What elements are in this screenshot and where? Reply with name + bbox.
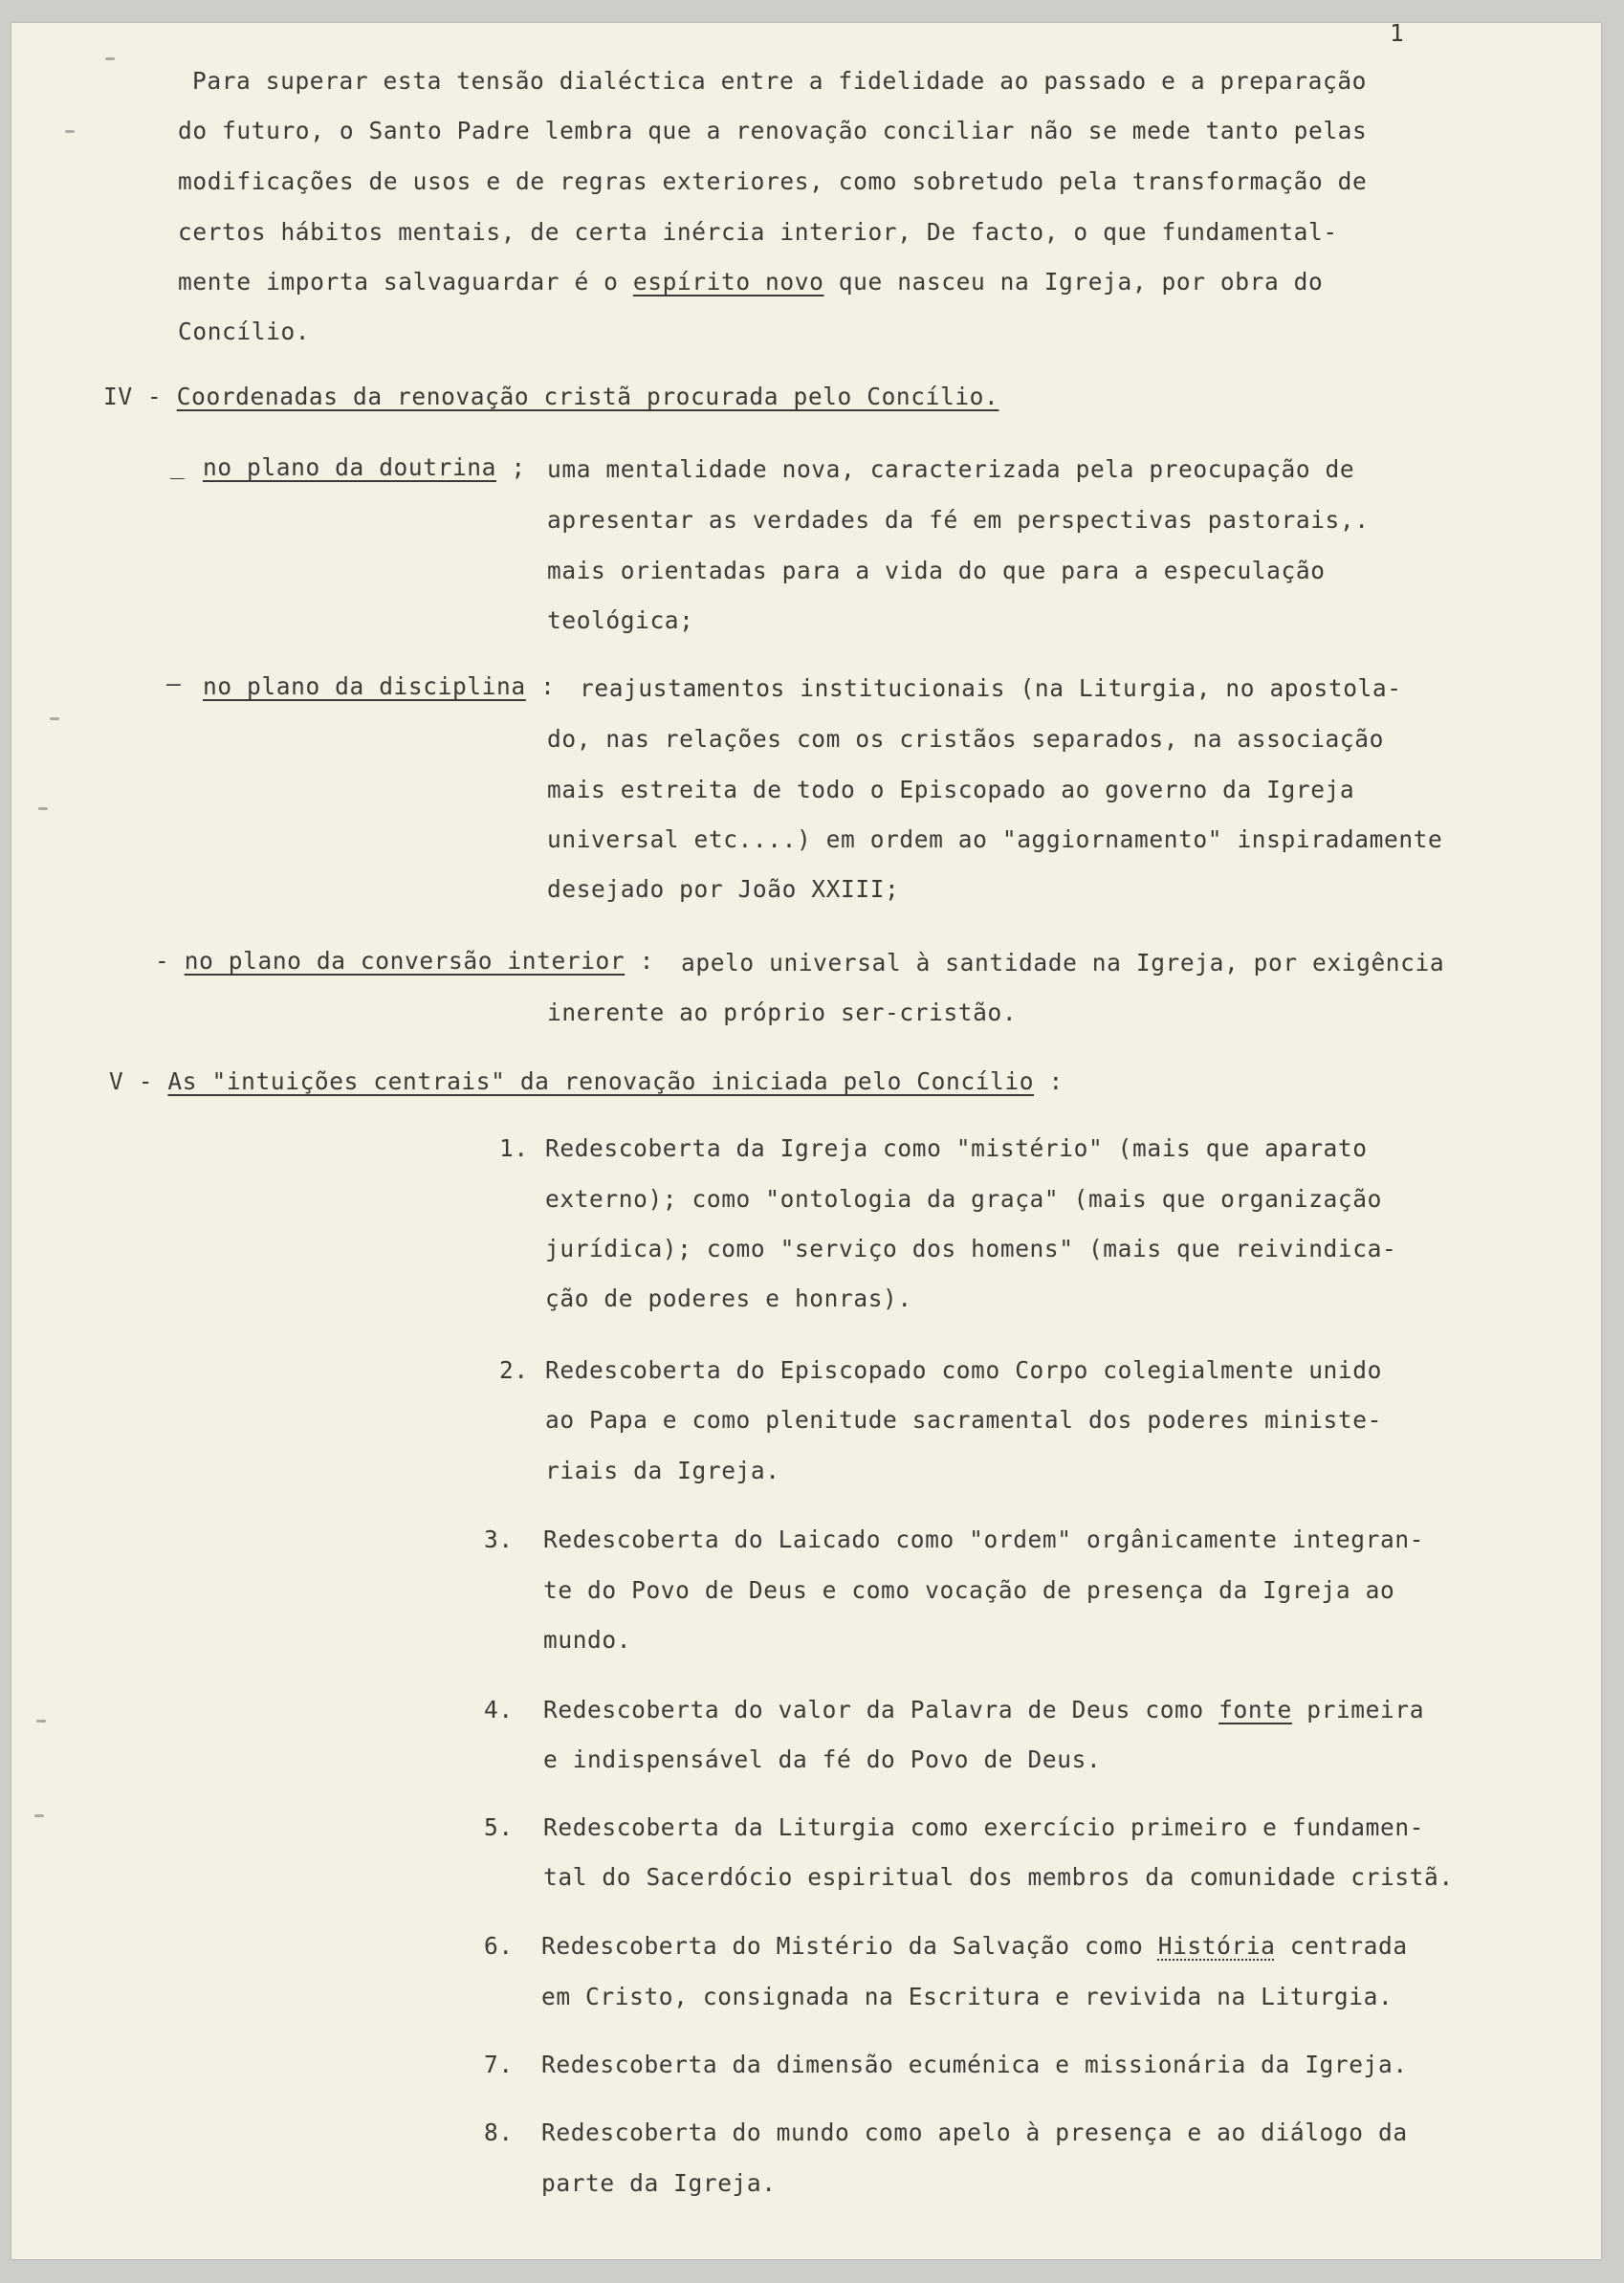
list-dash: — xyxy=(166,670,181,697)
item-separator: : xyxy=(639,947,654,975)
intro-line: do futuro, o Santo Padre lembra que a renovação conciliar não se mede tanto pelas xyxy=(178,117,1368,144)
paper-speck xyxy=(34,1814,44,1817)
list-dash: _ xyxy=(170,451,185,479)
doctrine-label xyxy=(203,453,526,481)
section-colon: : xyxy=(1048,1067,1064,1095)
doctrine-line: uma mentalidade nova, caracterizada pela preocupação de xyxy=(547,455,1355,483)
emphasis-espirito-novo: espírito novo xyxy=(632,268,824,296)
rediscovery-line: mundo. xyxy=(543,1626,632,1654)
rediscovery-line: Redescoberta do Laicado como "ordem" orgânicamente integran- xyxy=(543,1526,1425,1553)
item-number: 3. xyxy=(484,1526,514,1553)
item-number: 8. xyxy=(484,2118,514,2146)
rediscovery-line xyxy=(543,1696,1424,1723)
rediscovery-line: ção de poderes e honras). xyxy=(545,1284,912,1312)
section-v-heading xyxy=(109,1067,1064,1095)
intro-text: mente importa salvaguardar é o xyxy=(178,268,619,296)
rediscovery-line: parte da Igreja. xyxy=(541,2169,777,2197)
rediscovery-line: jurídica); como "serviço dos homens" (mais que reivindica- xyxy=(545,1235,1397,1262)
discipline-line: universal etc....) em ordem ao "aggiornamento" inspiradamente xyxy=(547,825,1443,853)
item-separator: : xyxy=(540,672,556,700)
rediscovery-line: ao Papa e como plenitude sacramental dos poderes ministe- xyxy=(545,1406,1382,1434)
rediscovery-line: riais da Igreja. xyxy=(545,1457,780,1484)
emphasis-fonte: fonte xyxy=(1218,1696,1292,1723)
item-number: 6. xyxy=(484,1932,514,1960)
rediscovery-line xyxy=(541,1932,1408,1960)
conversion-line: inerente ao próprio ser-cristão. xyxy=(547,999,1018,1026)
rediscovery-line: te do Povo de Deus e como vocação de presença da Igreja ao xyxy=(543,1576,1395,1604)
item-text: primeira xyxy=(1306,1696,1425,1723)
paper-speck xyxy=(38,807,48,810)
emphasis-historia: História xyxy=(1157,1932,1276,1960)
rediscovery-line: externo); como "ontologia da graça" (mais que organização xyxy=(545,1185,1382,1213)
item-separator: ; xyxy=(511,453,526,481)
item-number: 2. xyxy=(499,1356,529,1384)
item-text: Redescoberta do Mistério da Salvação como xyxy=(541,1932,1144,1960)
rediscovery-line: e indispensável da fé do Povo de Deus. xyxy=(543,1745,1102,1773)
item-text: centrada xyxy=(1289,1932,1408,1960)
item-number: 4. xyxy=(484,1696,514,1723)
item-number: 1. xyxy=(499,1134,529,1162)
document-page xyxy=(11,19,1601,2259)
intro-line: Para superar esta tensão dialéctica entre a fidelidade ao passado e a preparação xyxy=(192,67,1368,95)
item-label: no plano da doutrina xyxy=(203,453,497,481)
section-title: Coordenadas da renovação cristã procurada pelo Concílio. xyxy=(176,383,999,410)
section-iv-heading xyxy=(103,383,999,410)
rediscovery-line: Redescoberta da Igreja como "mistério" (mais que aparato xyxy=(545,1134,1368,1162)
paper-speck xyxy=(65,130,75,133)
item-number: 7. xyxy=(484,2051,514,2078)
page-number: 1 xyxy=(1390,19,1405,47)
section-numeral: V - xyxy=(109,1067,154,1095)
rediscovery-line: Redescoberta do mundo como apelo à presença e ao diálogo da xyxy=(541,2118,1408,2146)
list-dash: - xyxy=(155,947,170,975)
section-title: As "intuições centrais" da renovação iniciada pelo Concílio xyxy=(167,1067,1035,1095)
conversion-label xyxy=(155,947,654,975)
rediscovery-line: Redescoberta da dimensão ecuménica e missionária da Igreja. xyxy=(541,2051,1408,2078)
intro-text: que nasceu na Igreja, por obra do xyxy=(838,268,1324,296)
rediscovery-line: em Cristo, consignada na Escritura e revivida na Liturgia. xyxy=(541,1983,1394,2010)
intro-line: modificações de usos e de regras exteriores, como sobretudo pela transformação de xyxy=(178,167,1368,195)
conversion-line: apelo universal à santidade na Igreja, por exigência xyxy=(681,949,1445,977)
doctrine-line: teológica; xyxy=(547,606,694,634)
section-numeral: IV - xyxy=(103,383,163,410)
discipline-label xyxy=(203,672,555,700)
rediscovery-line: tal do Sacerdócio espiritual dos membros da comunidade cristã. xyxy=(543,1863,1454,1891)
item-text: Redescoberta do valor da Palavra de Deus como xyxy=(543,1696,1204,1723)
discipline-line: desejado por João XXIII; xyxy=(547,875,900,903)
intro-line: certos hábitos mentais, de certa inércia interior, De facto, o que fundamental- xyxy=(178,218,1338,246)
doctrine-line: mais orientadas para a vida do que para a especulação xyxy=(547,557,1326,584)
discipline-line: mais estreita de todo o Episcopado ao governo da Igreja xyxy=(547,776,1355,803)
paper-speck xyxy=(50,717,59,720)
intro-line: Concílio. xyxy=(178,318,311,345)
discipline-line: reajustamentos institucionais (na Liturgia, no apostola- xyxy=(580,674,1402,702)
paper-speck xyxy=(36,1720,46,1723)
discipline-line: do, nas relações com os cristãos separados, na associação xyxy=(547,725,1384,753)
item-number: 5. xyxy=(484,1813,514,1841)
rediscovery-line: Redescoberta do Episcopado como Corpo colegialmente unido xyxy=(545,1356,1382,1384)
doctrine-line: apresentar as verdades da fé em perspectivas pastorais,. xyxy=(547,506,1370,534)
paper-speck xyxy=(105,57,115,60)
intro-line xyxy=(178,268,1323,296)
item-label: no plano da conversão interior xyxy=(184,947,625,975)
item-label: no plano da disciplina xyxy=(203,672,526,700)
rediscovery-line: Redescoberta da Liturgia como exercício primeiro e fundamen- xyxy=(543,1813,1425,1841)
